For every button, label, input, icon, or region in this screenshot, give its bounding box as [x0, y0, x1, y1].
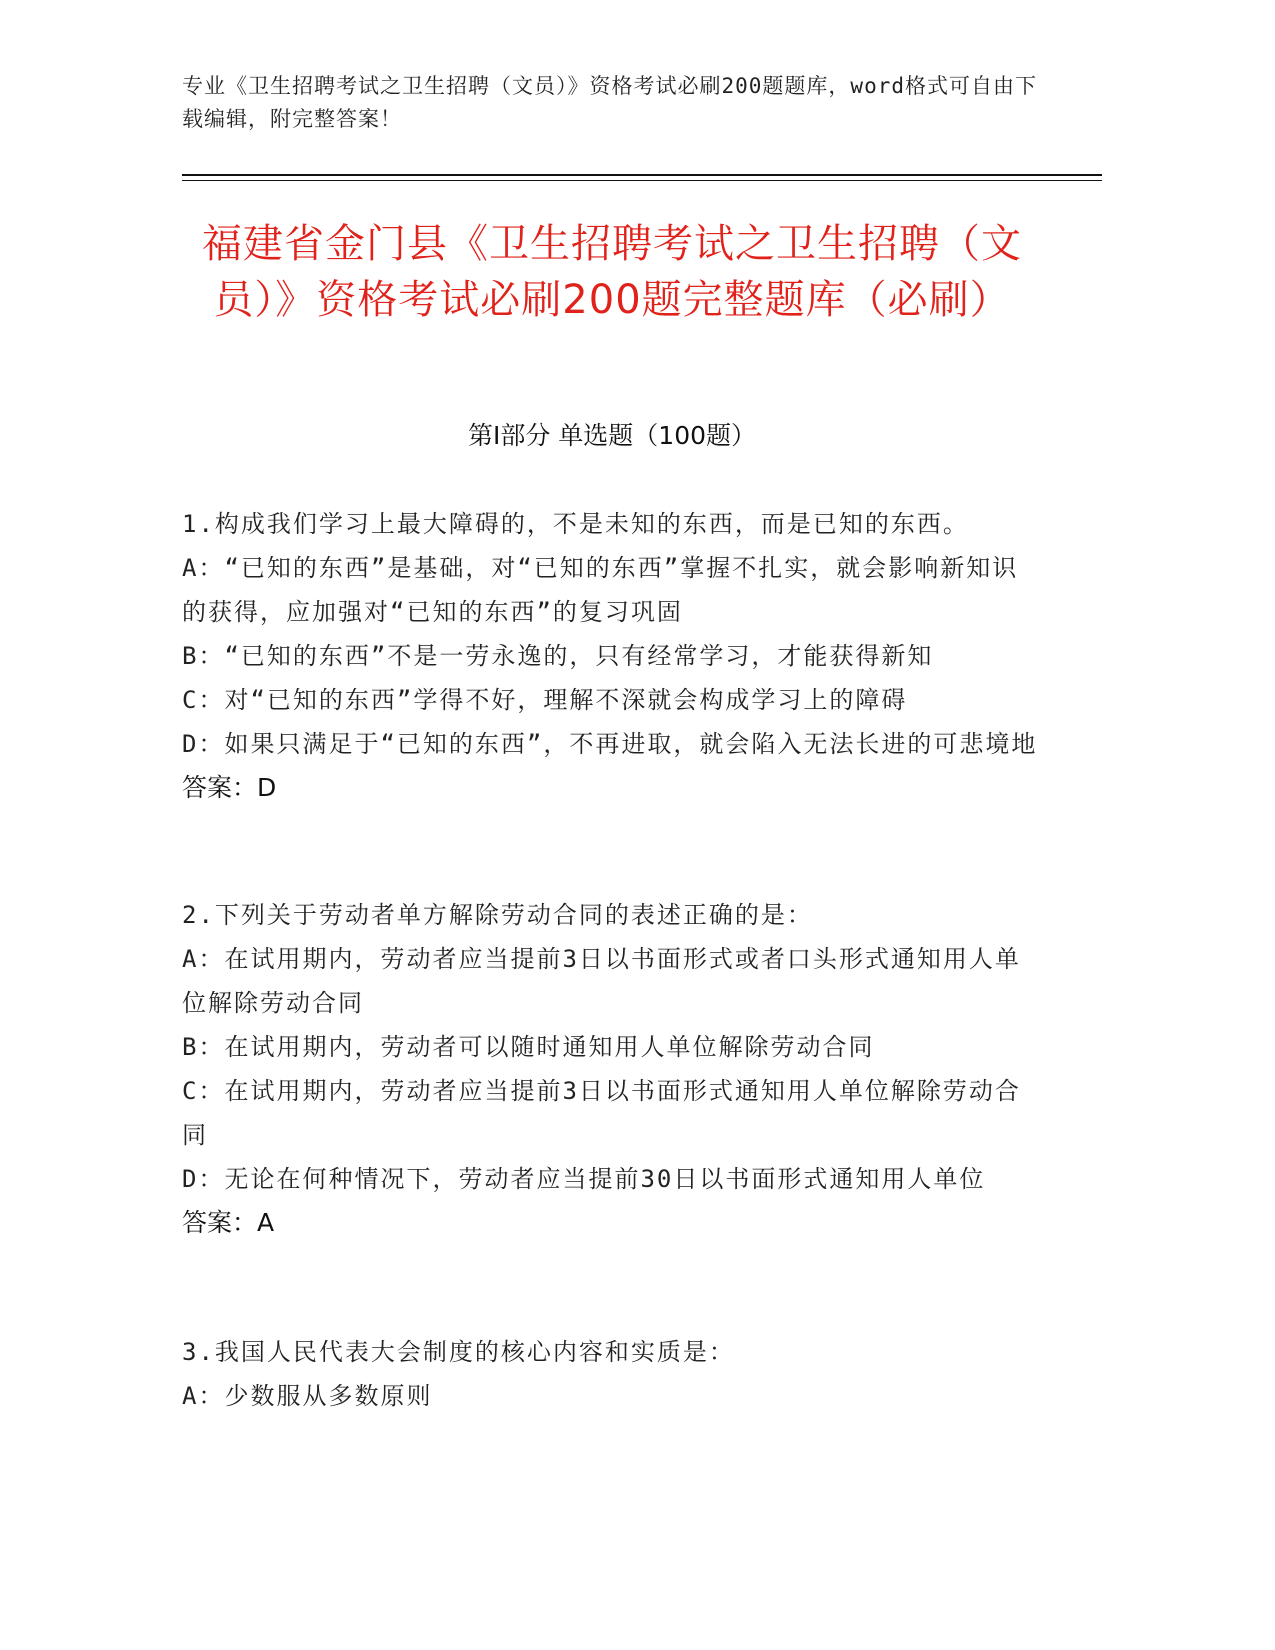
option-d: D：如果只满足于“已知的东西”，不再进取，就会陷入无法长进的可悲境地 — [182, 730, 1038, 758]
option-c: C：在试用期内，劳动者应当提前3日以书面形式通知用人单位解除劳动合同 — [182, 1077, 1021, 1149]
document-title: 福建省金门县《卫生招聘考试之卫生招聘（文员）》资格考试必刷200题完整题库（必刷） — [202, 221, 1022, 323]
answer-line: 答案：A — [182, 1208, 275, 1237]
option-a: A：“已知的东西”是基础，对“已知的东西”掌握不扎实，就会影响新知识的获得，应加强对“已知的东西”的复习巩固 — [182, 554, 1019, 626]
option-b: B：“已知的东西”不是一劳永逸的，只有经常学习，才能获得新知 — [182, 642, 934, 670]
question-3 — [182, 1330, 1042, 1418]
header-divider-thick — [182, 174, 1102, 176]
question-stem: 2.下列关于劳动者单方解除劳动合同的表述正确的是： — [182, 901, 813, 929]
option-c: C：对“已知的东西”学得不好，理解不深就会构成学习上的障碍 — [182, 686, 908, 714]
option-d: D：无论在何种情况下，劳动者应当提前30日以书面形式通知用人单位 — [182, 1165, 986, 1193]
header-note: 专业《卫生招聘考试之卫生招聘（文员）》资格考试必刷200题题库，word格式可自由下载编辑，附完整答案！ — [182, 74, 1037, 131]
question-1 — [182, 502, 1042, 810]
answer-line: 答案：D — [182, 773, 277, 802]
option-a: A：少数服从多数原则 — [182, 1382, 433, 1410]
header-divider-thin — [182, 180, 1102, 181]
question-2 — [182, 893, 1042, 1245]
question-stem: 1.构成我们学习上最大障碍的，不是未知的东西，而是已知的东西。 — [182, 510, 969, 538]
section-heading: 第I部分 单选题（100题） — [467, 421, 757, 450]
option-b: B：在试用期内，劳动者可以随时通知用人单位解除劳动合同 — [182, 1033, 875, 1061]
option-a: A：在试用期内，劳动者应当提前3日以书面形式或者口头形式通知用人单位解除劳动合同 — [182, 945, 1021, 1017]
question-stem: 3.我国人民代表大会制度的核心内容和实质是： — [182, 1338, 735, 1366]
